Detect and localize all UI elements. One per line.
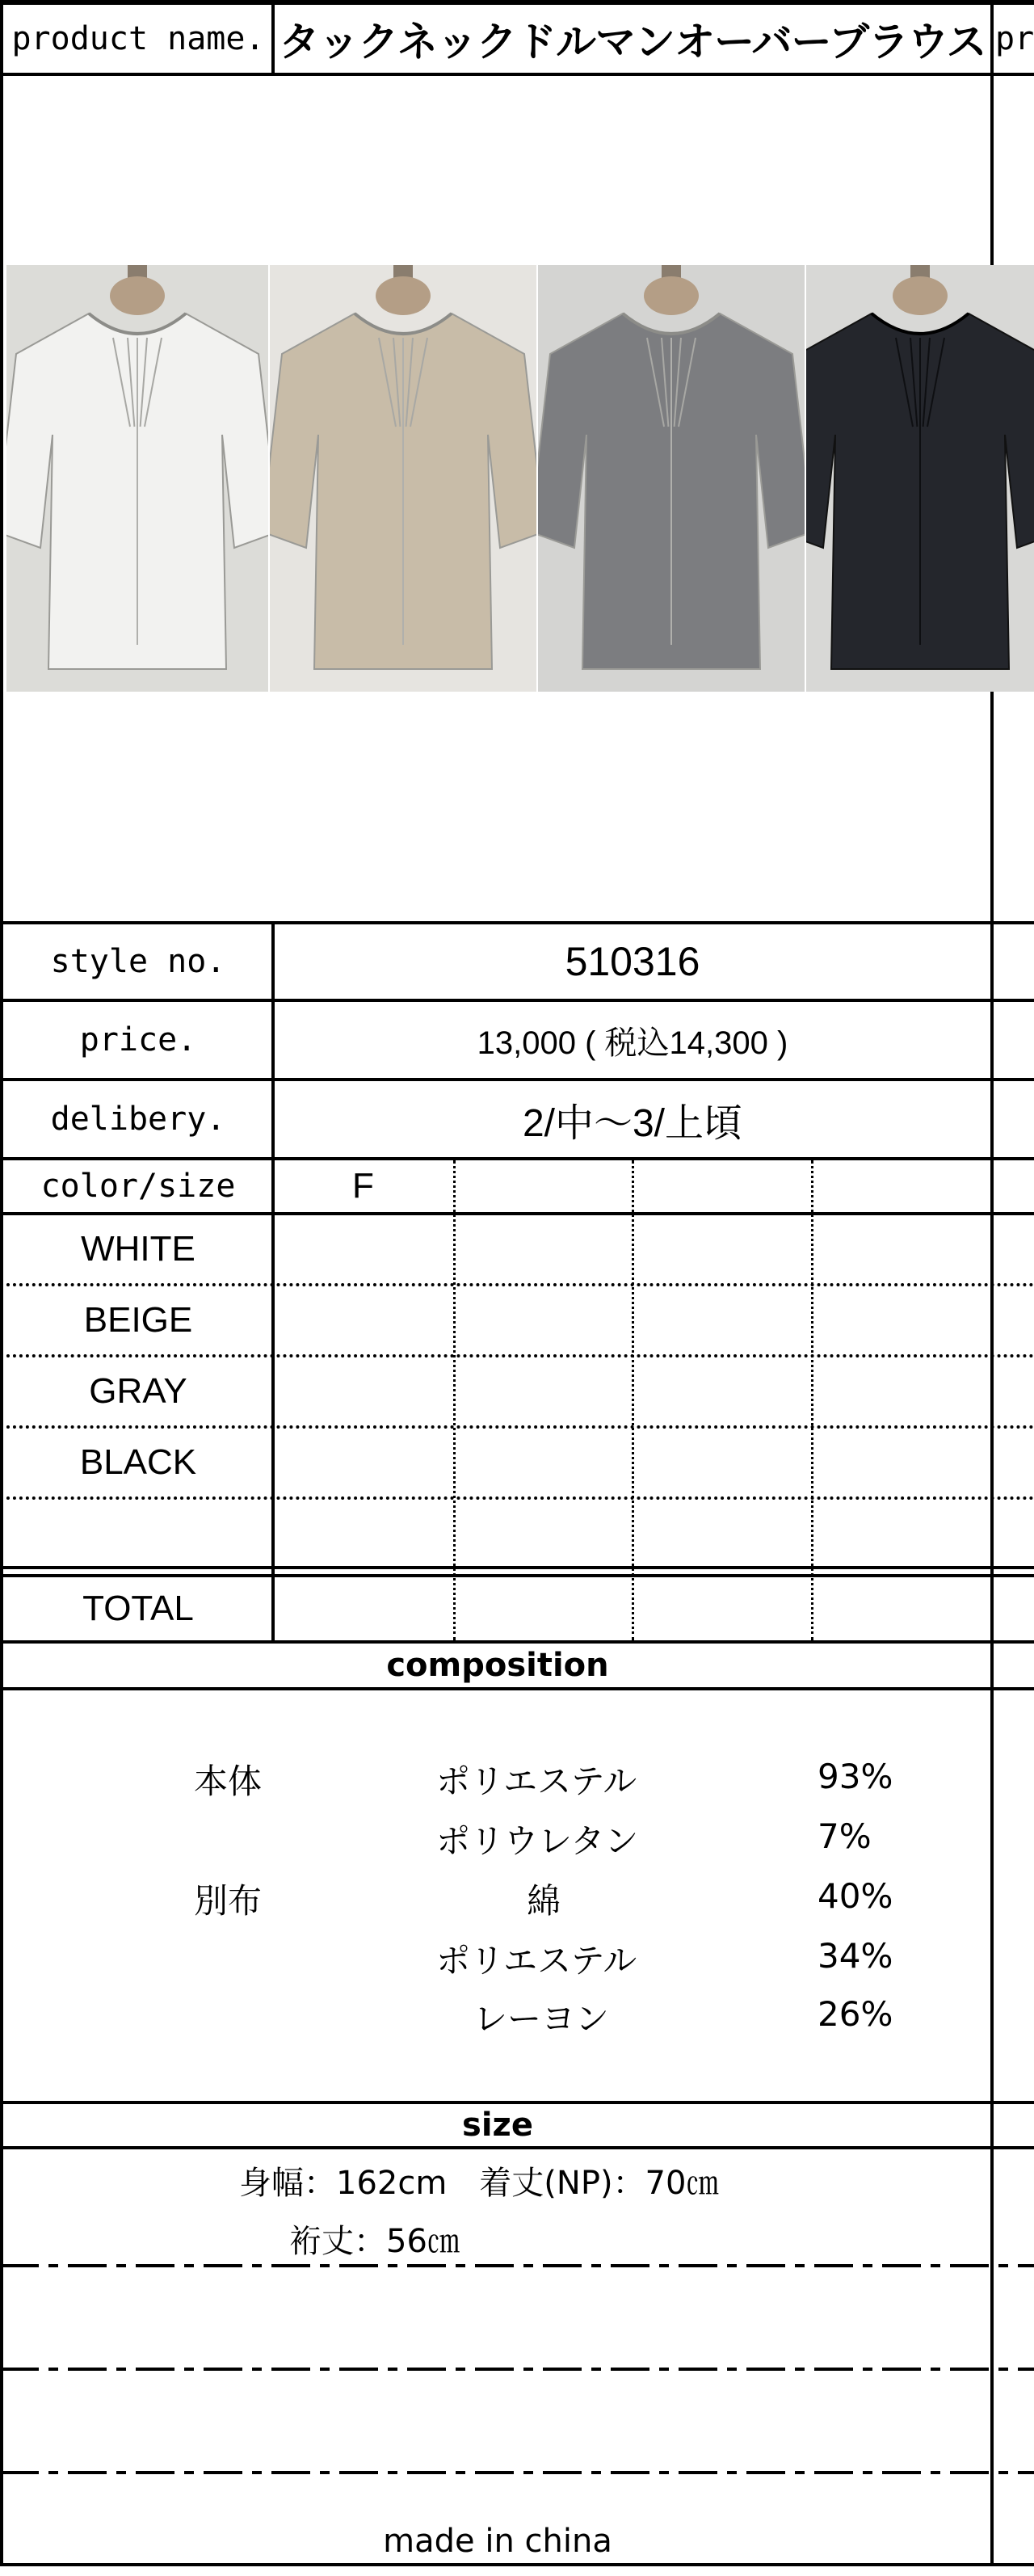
rule-dashdot-2 <box>0 2368 1034 2371</box>
border-left <box>0 0 3 2566</box>
size-col-divider-1 <box>453 1160 456 1640</box>
composition-material-cotton: 綿 <box>527 1881 561 1921</box>
rule-header-bottom <box>0 73 1034 76</box>
color-row-white: WHITE <box>81 1229 195 1269</box>
composition-percent-7: 7% <box>818 1816 872 1856</box>
made-in-label: made in china <box>383 2523 612 2560</box>
rule-composition-title <box>0 1687 1034 1690</box>
product-photo-beige <box>270 265 536 692</box>
next-sheet-label-fragment: pr <box>995 20 1034 57</box>
composition-material-polyurethane: ポリウレタン <box>436 1821 639 1861</box>
price-value: 13,000 ( 税込14,300 ) <box>477 1025 788 1061</box>
composition-title: composition <box>386 1647 609 1684</box>
product-photo-gray <box>538 265 805 692</box>
color-row-beige: BEIGE <box>83 1300 193 1340</box>
rule-dashdot-3 <box>0 2471 1034 2474</box>
product-photo-white <box>6 265 268 692</box>
product-photo-black <box>806 265 1034 692</box>
size-col-divider-2 <box>632 1160 634 1640</box>
size-measurements-line2: 裄丈：56㎝ <box>289 2223 460 2260</box>
composition-percent-93: 93% <box>818 1757 893 1796</box>
rule-black <box>0 1496 1034 1500</box>
style-no-value: 510316 <box>565 939 700 984</box>
color-row-gray: GRAY <box>89 1371 187 1411</box>
composition-material-rayon: レーヨン <box>473 1999 610 2039</box>
size-column-F: F <box>352 1166 374 1206</box>
rule-size-title <box>0 2146 1034 2149</box>
price-label: price. <box>79 1021 197 1059</box>
composition-part-main: 本体 <box>194 1762 263 1801</box>
product-name-label: product name. <box>11 20 265 57</box>
delivery-label: delibery. <box>50 1101 226 1138</box>
composition-part-sub: 別布 <box>194 1881 263 1921</box>
composition-percent-34: 34% <box>818 1936 893 1976</box>
total-label: TOTAL <box>82 1589 194 1628</box>
style-no-label: style no. <box>50 943 226 980</box>
color-size-label: color/size <box>40 1168 236 1205</box>
size-measurements-line1: 身幅：162cm 着丈(NP)：70㎝ <box>239 2165 719 2202</box>
composition-material-polyester-2: ポリエステル <box>436 1941 637 1980</box>
delivery-value: 2/中～3/上頃 <box>522 1101 743 1145</box>
composition-material-polyester: ポリエステル <box>436 1762 637 1801</box>
composition-percent-40: 40% <box>818 1876 893 1916</box>
rule-dashdot-1 <box>0 2264 1034 2267</box>
composition-percent-26: 26% <box>818 1994 893 2034</box>
color-row-black: BLACK <box>79 1442 197 1482</box>
rule-blank-bottom <box>0 1566 1034 1569</box>
product-name: タックネックドルマンオーバーブラウス <box>279 19 986 65</box>
rule-bottom <box>0 2563 1034 2566</box>
size-col-divider-3 <box>811 1160 813 1640</box>
size-title: size <box>462 2107 533 2144</box>
